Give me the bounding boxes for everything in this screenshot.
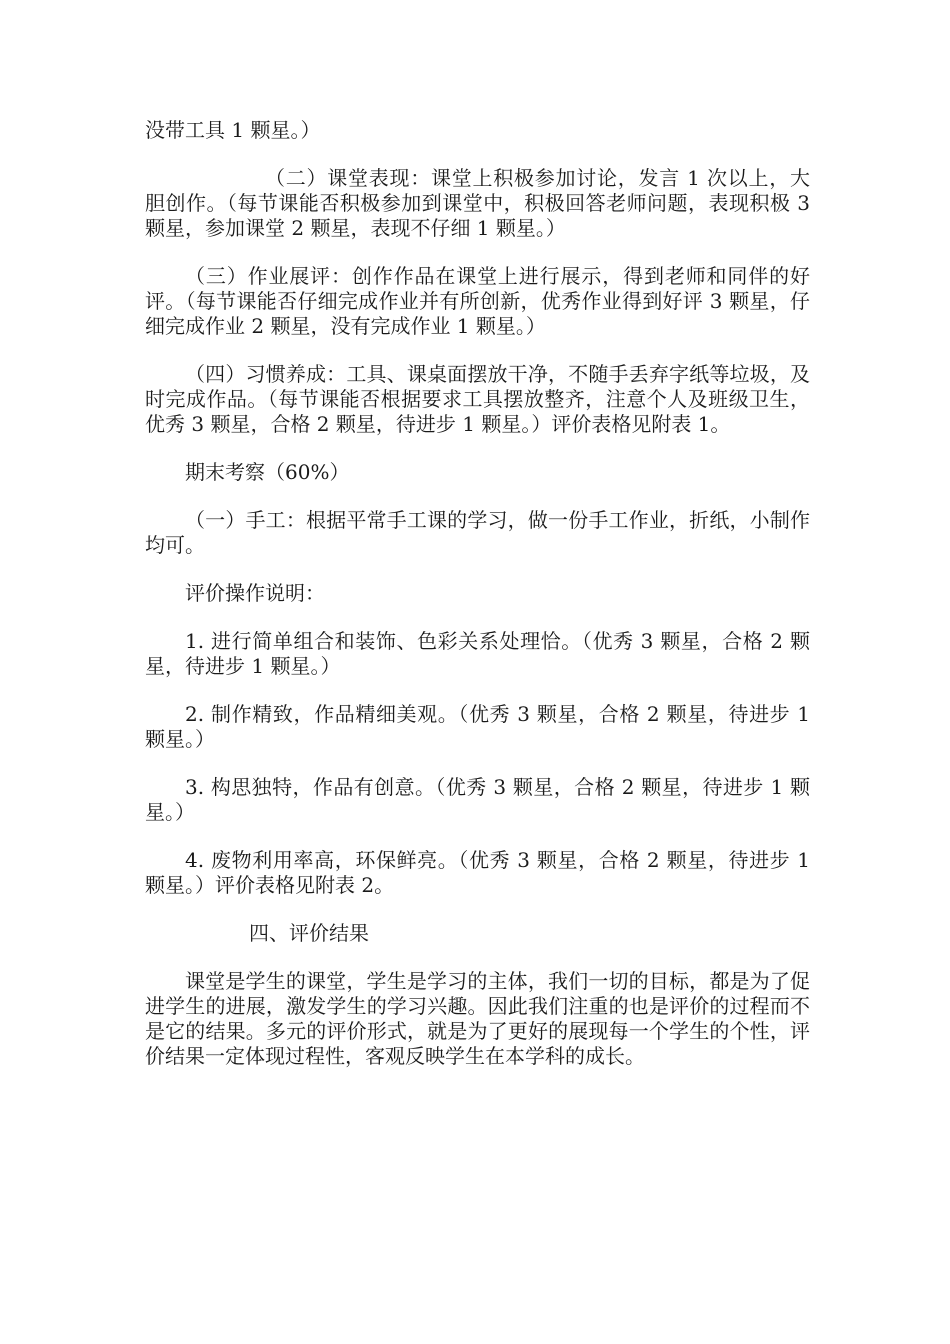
paragraph-habit-forming: （四）习惯养成：工具、课桌面摆放干净，不随手丢弃字纸等垃圾，及时完成作品。（每节课能否根据要求工具摆放整齐，注意个人及班级卫生，优秀 3 颗星，合格 2 颗星，待进步 1 颗星。）评价表格见附表 1。 xyxy=(145,362,810,436)
paragraph-continuation: 没带工具 1 颗星。） xyxy=(145,118,321,142)
paragraph-criterion-3: 3. 构思独特，作品有创意。（优秀 3 颗星，合格 2 颗星，待进步 1 颗星。） xyxy=(145,775,810,824)
paragraph-criterion-4: 4. 废物利用率高，环保鲜亮。（优秀 3 颗星，合格 2 颗星，待进步 1 颗星。）评价表格见附表 2。 xyxy=(145,848,810,897)
section-heading-evaluation-result: 四、评价结果 xyxy=(249,921,369,945)
paragraph-homework-review: （三）作业展评：创作作品在课堂上进行展示，得到老师和同伴的好评。（每节课能否仔细完成作业并有所创新，优秀作业得到好评 3 颗星，仔细完成作业 2 颗星，没有完成作业 1 颗星。） xyxy=(145,264,810,338)
paragraph-criterion-2: 2. 制作精致，作品精细美观。（优秀 3 颗星，合格 2 颗星，待进步 1 颗星。） xyxy=(145,702,810,751)
paragraph-handcraft: （一）手工：根据平常手工课的学习，做一份手工作业，折纸，小制作均可。 xyxy=(145,508,810,557)
paragraph-criterion-1: 1. 进行简单组合和装饰、色彩关系处理恰。（优秀 3 颗星，合格 2 颗星，待进步 1 颗星。） xyxy=(145,629,810,678)
paragraph-classroom-performance: （二）课堂表现：课堂上积极参加讨论，发言 1 次以上，大胆创作。（每节课能否积极参加到课堂中，积极回答老师问题，表现积极 3 颗星，参加课堂 2 颗星，表现不仔细 1 颗星。） xyxy=(145,166,810,240)
paragraph-evaluation-instructions: 评价操作说明： xyxy=(185,581,325,605)
paragraph-evaluation-result: 课堂是学生的课堂，学生是学习的主体，我们一切的目标，都是为了促进学生的进展，激发学生的学习兴趣。因此我们注重的也是评价的过程而不是它的结果。多元的评价形式，就是为了更好的展现每一个学生的个性，评价结果一定体现过程性，客观反映学生在本学科的成长。 xyxy=(145,969,810,1068)
paragraph-final-exam: 期末考察（60%） xyxy=(185,460,350,484)
document-body xyxy=(145,118,810,1092)
